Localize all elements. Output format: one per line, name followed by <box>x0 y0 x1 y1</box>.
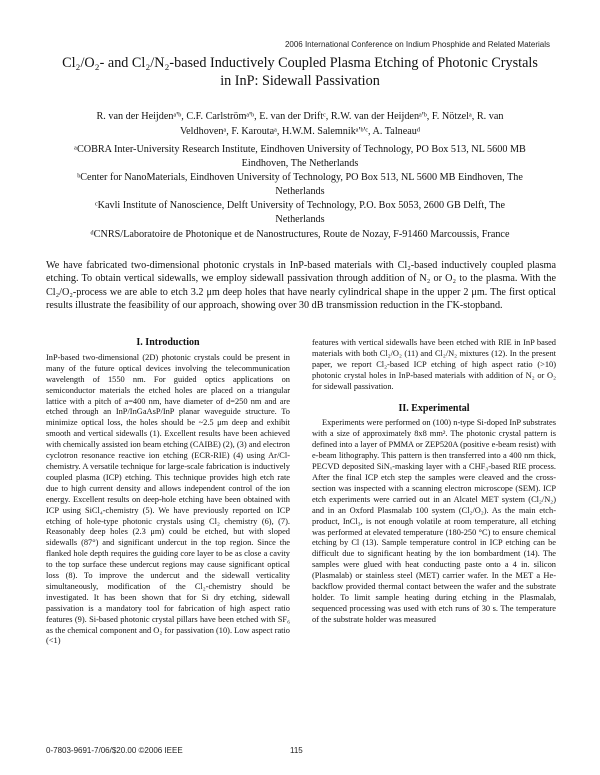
affiliation-b-line-1: ᵇCenter for NanoMaterials, Eindhoven University of Technology, PO Box 513, NL 5600 MB Eindhoven, The <box>77 172 523 183</box>
introduction-paragraph: InP-based two-dimensional (2D) photonic crystals could be present in many of the future optical devices involving the telecommunication wavelength of 1550 nm. For guided optics applications on semiconductor materials the etched holes are placed on a triangular lattice with a pitch of a=400 nm, have diameter of d=250 nm and are etched through an InP/InGaAsP/InP planar waveguide structure. To minimize optical loss, the holes should be ~2.5 μm deep and exhibit smooth and vertical sidewalls (1). Excellent results have been achieved with chemically assisted ion beam etching (CAIBE) (2), (3) and electron cyclotron resonance reactive ion etching (ECR-RIE) (4) using Ar/Cl-chemistry. A versatile technique for large-scale fabrication is inductively coupled plasma (ICP) etching. This technique provides high etch rate due to high current density and allows independent control of the ion energy. Excellent results on deep-hole etching have been obtained with ICP using SiCl₄-chemistry (5). We have previously reported on ICP etching of hole-type photonic crystals using Cl₂ chemistry (6), (7). Reasonably deep holes (2.3 μm) could be etched, but with sloped sidewalls (87°) and significant undercut in the top region. Since the flanked hole depth requires the guiding core layer to be as close a cavity to the top surface these undercut regions may cause significant optical loss (8). To improve the undercut and the sidewall verticality simultaneously, modification of the Cl₂-chemistry should be investigated. It has been shown that for Si dry etching, sidewall passivation is a mandatory tool for fabrication of high aspect ratio features (9). Si-based photonic crystal pillars have been etched with SF₆ as the chemical component and O₂ for passivation (10). Low aspect ratio (<1) <box>46 352 290 646</box>
affiliation-a-line-2: Eindhoven, The Netherlands <box>241 157 359 169</box>
affiliation-d <box>40 228 560 242</box>
affiliation-c <box>40 199 560 226</box>
affiliation-c-line-2: Netherlands <box>275 213 325 225</box>
author-list <box>50 109 550 139</box>
affiliation-b <box>40 171 560 198</box>
paper-title <box>40 54 560 90</box>
page-number: 115 <box>290 746 303 755</box>
affiliation-b-line-2: Netherlands <box>275 185 325 197</box>
section-introduction-heading: I. Introduction <box>136 337 200 348</box>
conference-header: 2006 International Conference on Indium Phosphide and Related Materials <box>284 40 550 49</box>
authors-line-1: R. van der Heijdenᵃ'ᵇ, C.F. Carlströmᵃ'ᵇ, E. van der Driftᶜ, R.W. van der Heijdenᵃ'ᵇ, F. Nötzelᵃ, R. van <box>96 111 504 122</box>
section-experimental-heading: II. Experimental <box>398 402 470 414</box>
left-column <box>46 338 290 647</box>
copyright-footer: 0-7803-9691-7/06/$20.00 ©2006 IEEE <box>46 746 183 755</box>
authors-line-2: Veldhovenᵃ, F. Karoutaᵃ, H.W.M. Salemnikᵃ'ᵇ'ᶜ, A. Talneauᵈ <box>179 126 421 137</box>
affiliation-d-line-1: ᵈCNRS/Laboratoire de Photonique et de Nanostructures, Route de Nozay, F-91460 Marcoussis, France <box>90 229 510 240</box>
right-column <box>312 338 556 626</box>
affiliation-c-line-1: ᶜKavli Institute of Nanoscience, Delft University of Technology, P.O. Box 5053, 2600 GB Delft, The <box>95 200 505 211</box>
affiliation-a <box>40 143 560 170</box>
title-line-1: Cl₂/O₂- and Cl₂/N₂-based Inductively Coupled Plasma Etching of Photonic Crystals <box>62 55 538 71</box>
introduction-continued-paragraph: features with vertical sidewalls have been etched with RIE in InP based materials with both Cl₂/O₂ (11) and Cl₂/N₂ mixtures (12). In the present paper, we report Cl₂-based ICP etching of high aspect ratio (>10) photonic crystal holes in InP-based materials with addition of N₂ or O₂ for sidewall passivation. <box>312 338 556 391</box>
title-line-2: in InP: Sidewall Passivation <box>220 73 380 89</box>
abstract: We have fabricated two-dimensional photonic crystals in InP-based materials with Cl₂-based inductively coupled plasma etching. To obtain vertical sidewalls, we employ sidewall passivation through addition of N₂ or O₂ to the plasma. With the Cl₂/O₂-process we are able to etch 3.2 μm deep holes that have nearly cylindrical shape in the upper 2 μm. The first optical results illustrate the feasibility of our approach, showing over 30 dB transmission reduction in the ΓK-stopband. <box>46 260 556 312</box>
affiliation-a-line-1: ᵃCOBRA Inter-University Research Institute, Eindhoven University of Technology, PO Box 513, NL 5600 MB <box>74 144 526 155</box>
experimental-paragraph: Experiments were performed on (100) n-type Si-doped InP substrates with a size of approximately 8x8 mm². The photonic crystal pattern is defined into a layer of PMMA or ZEP520A (positive e-beam resist) with e-beam lithography. This pattern is then transferred into a 400 nm thick, PECVD deposited SiNₓ-masking layer with a CHF₃-based RIE process. After the final ICP etch step the samples were cleaved and the cross-section was inspected with a scanning electron microscope (SEM). ICP etch experiments were carried out in an Alcatel MET system (Cl₂/N₂) and in an Oxford Plasmalab 100 system (Cl₂/O₂). As the main etch-product, InCl₃, is not enough volatile at room temperature, all etching was performed at elevated temperature (180-250 °C) to ensure chemical etching by Cl (13). Sample temperature control in ICP etching can be difficult due to significant heating by the ion bombardment (14). The samples were glued with heat conducting paste onto a 4 in. silicon (Plasmalab) or stainless steel (MET) carrier wafer. In the MET a He-backflow provided thermal contact between the wafer and the substrate holder. To limit sample heating during etching in the Plasmalab, sequenced processing was used with etch runs of 30 s. The temperature of the substrate holder was measured <box>312 418 556 624</box>
